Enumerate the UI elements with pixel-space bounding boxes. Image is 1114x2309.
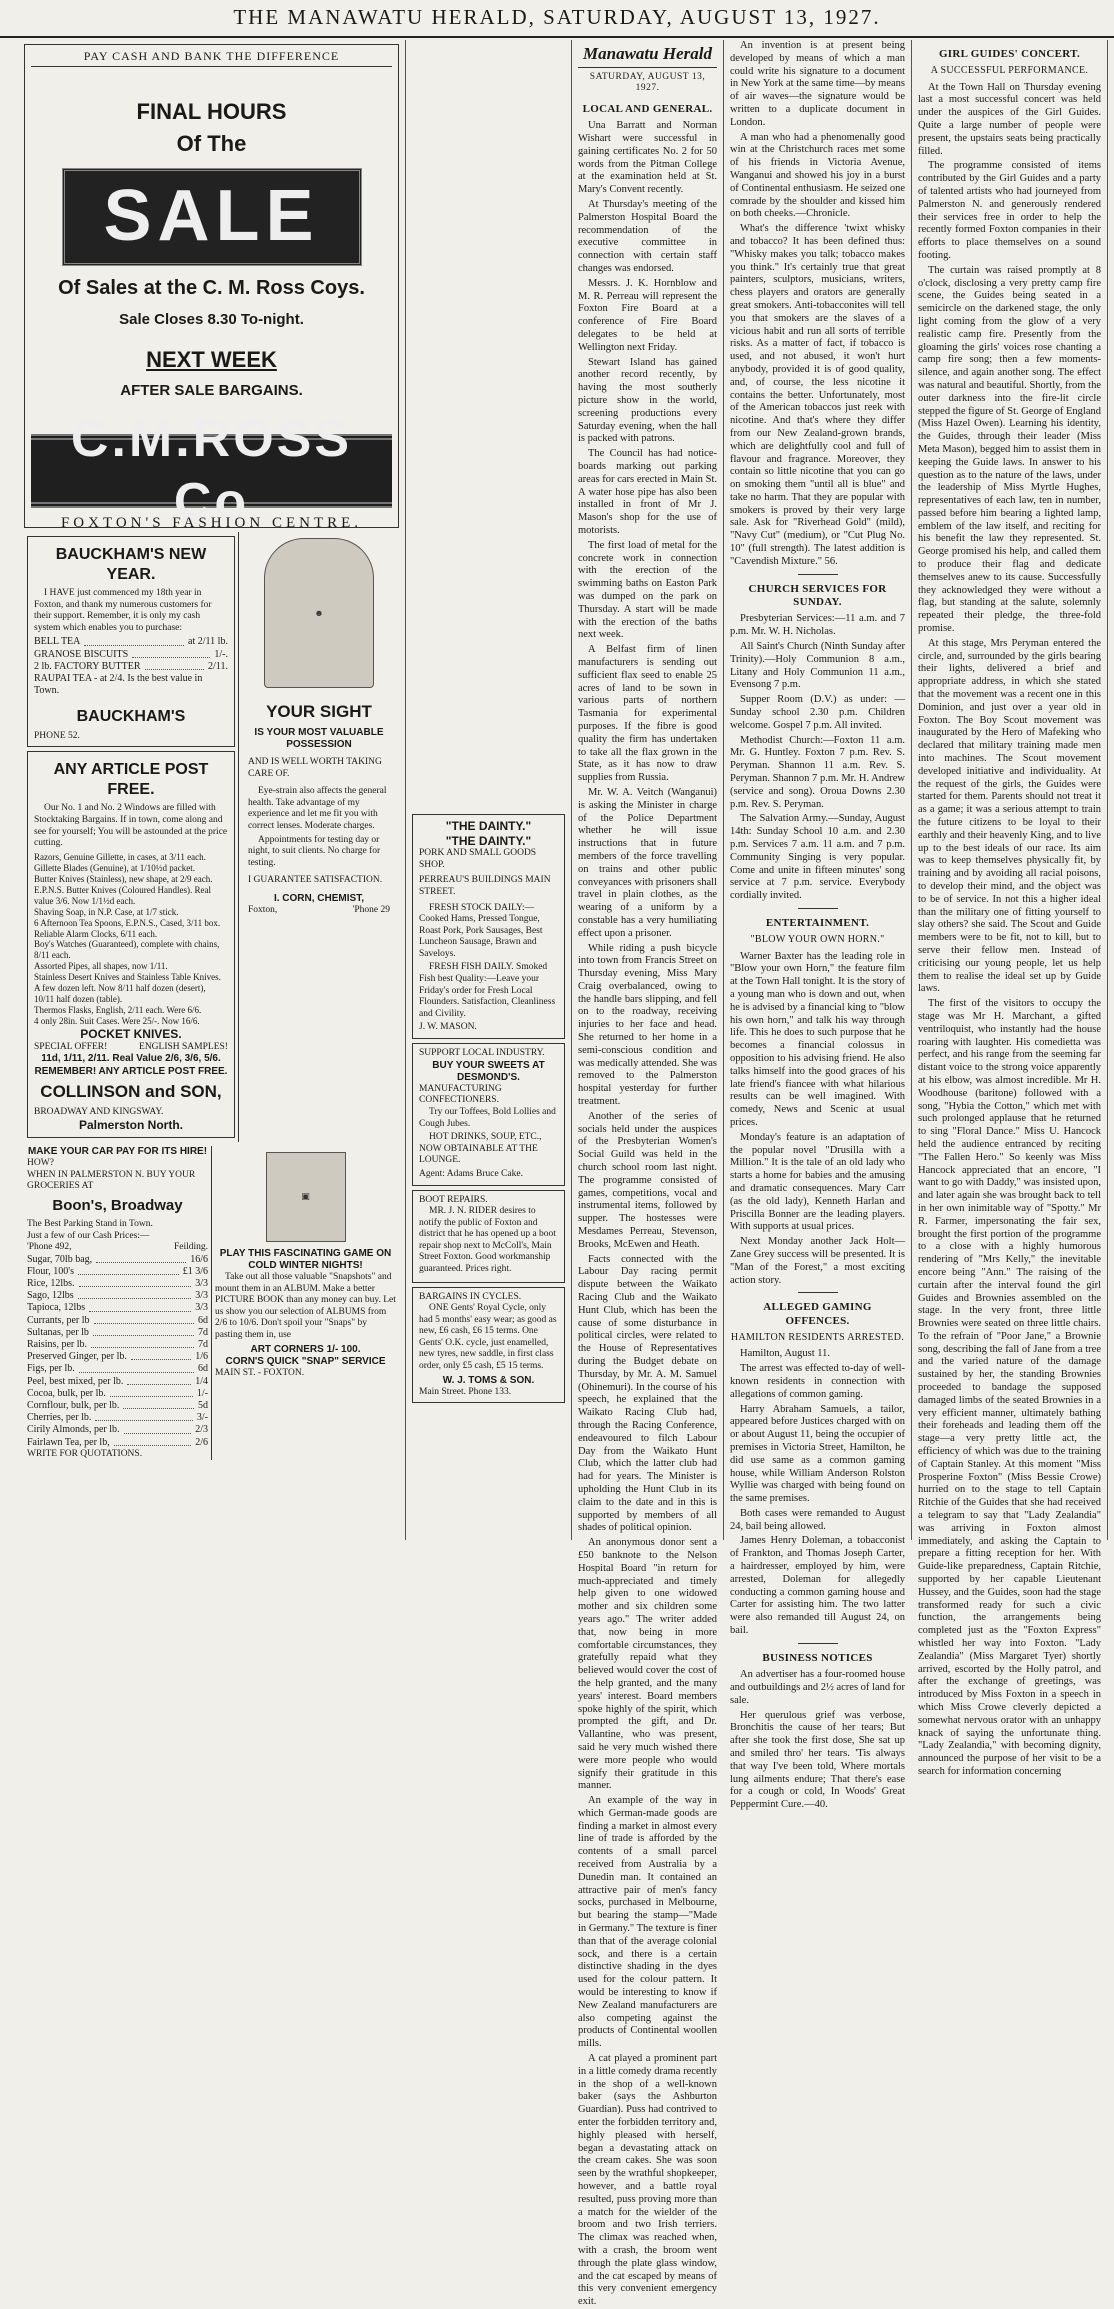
item-price: 3/3 [195, 1290, 208, 1302]
news-paragraph: Mr. W. A. Veitch (Wanganui) is asking the Minister in charge of the Police Department whether he will issue instructions that in future members of the force travelling on trains and other public conveyances with prisoners shall travel in plain clothes, as the wearing of a uniform by a constable has a very humiliating effect upon a prisoner. [578, 786, 717, 939]
item-name: Preserved Ginger, per lb. [27, 1351, 127, 1363]
snapshot-title: PLAY THIS FASCINATING GAME ON COLD WINTER NIGHTS! [219, 1247, 392, 1271]
item-price: 7d [198, 1326, 208, 1338]
list-item: 6 Afternoon Tea Spoons, E.P.N.S., Cased, 3/11 box. [34, 917, 221, 928]
masthead: THE MANAWATU HERALD, SATURDAY, AUGUST 13, 1927. [0, 0, 1114, 38]
guides-paragraph: At the Town Hall on Thursday evening last a most successful concert was held under the auspices of the Girl Guides. Quite a large number of people were present, the upstairs seats being practically filled. [918, 81, 1101, 157]
list-item: Shaving Soap, in N.P. Case, at 1/7 stick. [34, 906, 179, 917]
news-paragraph: A man who had a phenomenally good win at the Christchurch races met some of his friends in Victoria Avenue, Wanganui and showed his joy in a burst of Continental enthusiasm. He seized one comrade by the shoulder and kissed him on both cheeks.—Chronicle. [730, 131, 905, 220]
item-name: Fairlawn Tea, per lb, [27, 1436, 110, 1448]
list-item: 4 only 28in. Suit Cases. Were 25/-. Now 16/6. [34, 1016, 200, 1027]
ross-line3: Of Sales at the C. M. Ross Coys. [58, 277, 365, 300]
boons-how: HOW? [27, 1157, 54, 1168]
item-price: 3/3 [195, 1278, 208, 1290]
corn-chemist-ad [242, 694, 396, 921]
item-price: 6d [198, 1314, 208, 1326]
ross-line6: AFTER SALE BARGAINS. [120, 381, 303, 399]
price-line [27, 1437, 208, 1449]
cycles-body: ONE Gents' Royal Cycle, only had 5 months' easy wear; as good as new, £6 cash, £6 15 terms. One Gents' O.K. cycle, just enamelled, new tyres, new saddle, in first class order, only £5 cash, £5 15 terms. [419, 1303, 557, 1372]
desmond-sub: BUY YOUR SWEETS AT DESMOND'S. [432, 1059, 545, 1083]
boons-title: MAKE YOUR CAR PAY FOR ITS HIRE! [27, 1145, 208, 1157]
price-line [27, 1400, 208, 1412]
camera-icon: ▣ [301, 1191, 310, 1202]
dainty-address: PERREAU'S BUILDINGS MAIN STREET. [419, 875, 551, 897]
corn-guarantee: I GUARANTEE SATISFACTION. [247, 875, 383, 886]
collinson-town: Palmerston North. [78, 1118, 183, 1133]
english-samples: ENGLISH SAMPLES! [139, 1041, 228, 1052]
guides-heading: GIRL GUIDES' CONCERT. [938, 48, 1081, 60]
item-price: 16/6 [190, 1253, 208, 1265]
news-paragraph: Another of the series of socials held under the auspices of the Presbyterian Women's Social Guild was held in the church school room last night. The programme consisted of games, competitions, vocal and instrumental items, followed by supper. The hostesses were Mesdames Perreau, Stevenson, Brooks, McEwen and Heath. [578, 1110, 717, 1250]
desmond-ad [412, 1043, 565, 1186]
optician-illustration [264, 538, 374, 688]
business-body [730, 1669, 905, 1812]
cycles-address: Main Street. Phone 133. [419, 1386, 512, 1397]
bauckham-price-list [34, 636, 228, 697]
entertainment-subheading: "BLOW YOUR OWN HORN." [750, 934, 885, 946]
boot-title: BOOT REPAIRS. [419, 1194, 488, 1205]
news-paragraph: An invention is at present being developed by means of which a man could write his signature to a document in New York at the same time—by means of air waves—the signature would be written to a duplicate document in London. [730, 40, 905, 128]
bauckham-ad [27, 536, 235, 747]
snap-service: CORN'S QUICK "SNAP" SERVICE [225, 1355, 386, 1367]
offer-line [34, 1042, 228, 1054]
post-free-intro: Our No. 1 and No. 2 Windows are filled with Stocktaking Bargains. If in town, come along and see for yourself; You will be astounded at the price cutting. [34, 803, 228, 849]
entertainment-heading: ENTERTAINMENT. [765, 917, 870, 930]
guides-subheading: A SUCCESSFUL PERFORMANCE. [930, 65, 1089, 77]
news-paragraph: Una Barratt and Norman Wishart were successful in gaining certificates No. 2 for 50 words from the Pitman College at the examination held at St. Mary's Convent recently. [578, 120, 717, 196]
ross-line2: Of The [176, 131, 247, 157]
business-heading: BUSINESS NOTICES [762, 1651, 873, 1664]
item-price: 3/3 [195, 1302, 208, 1314]
ross-line1: FINAL HOURS [136, 98, 287, 124]
list-item: Thermos Flasks, English, 2/11 each. Were 6/6. [34, 1005, 202, 1016]
item-name: Cherries, per lb. [27, 1412, 92, 1424]
remember-line: REMEMBER! ANY ARTICLE POST FREE. [34, 1065, 228, 1077]
business-paragraph: An advertiser has a four-roomed house and outbuildings and 2½ acres of land for sale. [730, 1669, 905, 1706]
boons-town: Feilding. [173, 1242, 208, 1253]
boons-price-list [27, 1254, 208, 1449]
entertainment-paragraph: Monday's feature is an adaptation of the popular novel "Drusilla with a Million." It is the tale of an old lady who starts a home for babies and the amusing and dramatic consequences. Mary Carr (as the old lady), Kenneth Harlan and Priscilla Bonner are the leading players. With supports at usual prices. [730, 1131, 905, 1233]
misc-paragraphs [730, 40, 905, 569]
item-name: 2 lb. FACTORY BUTTER [34, 660, 141, 672]
gaming-heading: ALLEGED GAMING OFFENCES. [763, 1301, 872, 1327]
cycles-name: W. J. TOMS & SON. [442, 1374, 535, 1386]
item-price: at 2/11 lb. [188, 636, 228, 648]
gaming-body [730, 1348, 905, 1638]
corn-town: Foxton, [247, 905, 278, 916]
church-body [730, 613, 905, 903]
price-line [34, 636, 228, 648]
business-paragraph: Her querulous grief was verbose, Bronchitis the cause of her tears; But after she took the first dose, She sat up and smiled thro' her tears. 'Tis always that way I've been told, Where mortals lung ailments endure; That there's ease for a cough or cold, In Woods' Great Peppermint Cure.—40. [730, 1709, 905, 1811]
dainty-ad [412, 814, 565, 1039]
boons-ad [24, 1146, 212, 1461]
price-line [34, 673, 228, 697]
knife-prices: 11d, 1/11, 2/11. Real Value 2/6, 3/6, 5/6. [41, 1053, 221, 1065]
dainty-title2: "THE DAINTY." [445, 833, 532, 848]
cycles-ad [412, 1287, 565, 1404]
guides-paragraph: The first of the visitors to occupy the stage was Mr H. Marchant, a gifted ventriloquist, who instantly had the house roaring with laughter. His comedietta was perfect, and his range from the seeming far distant voice to the strong voice apparently at his elbow, was almost incredible. Mr H. Woodhouse (baritone) followed with a song, "Hybia the Cotton," which met with such prolonged applause that he returned to sing "Floral Dance." Miss U. Hancock held the audience entranced by reciting "The Fallen Hero." So keenly was Miss Hancock appreciated that an encore, "I want to go with Daddy," was insisted upon, and later again she was brought back to tell in her own inimitable way of "Spotty." Mr R. Farmer, impersonating the fair sex, brought the first portion of the programme to a close with a highly humorous rendering of "Mrs Kelly," the inevitable encore being "Ann." The raising of the curtain after the interval found the girl Guides and Brownies assembled on the stage. In the very front, three little Brownies were seated on three little chairs. To the refrain of "Poor Jane," a Brownie song, describing the fall of Jane from a tree and the varied nature of the damage sustained by her, the standing Brownies proceeded to bandage the supposed damaged limbs of the seated Brownies in a very efficient manner, ultimately bathing their foreheads and leading them off the stage—a very pretty little act, the efficiency of which was due to the training of Captain Stanley. At this moment "Miss Prosperine Foxton" (Miss Bessie Crowe) hurried on to the stage to tell Captain Ritchie of the Guides that she had received a telegram to say that "Lady Zealandia" was arriving in Foxton almost immediately, and asking the Captain to prepare a fitting reception for her. With Guide-like preparedness, Captain Ritchie, supported by her capable Lieutenant Hussey, and the Guides, soon had the stage transformed ready for such a civic function, the arrangements being completed just as the "Foxton Express" whistled her way into Foxton. "Lady Zealandia" (Miss Margaret Tyer) shortly arrived, escorted by the Holly patrol, and after the exchange of greetings, was introduced by Miss Foxton in a speech in which Miss Crowe cleverly depicted a somewhat nervous orator with an unhappy knack of saying the unfortunate thing. "Lady Zealandia," with becoming dignity, announced the purpose of her visit to be a search for information concerning [918, 998, 1101, 1777]
news-column-5 [912, 40, 1108, 1777]
corn-name: I. CORN, CHEMIST, [273, 892, 364, 904]
dainty-p2: FRESH FISH DAILY. Smoked Fish best Quality:—Leave your Friday's order for Fresh Local Flounders. Satisfaction, Cleanliness and Civility. [419, 962, 556, 1019]
item-price: 2/3 [195, 1424, 208, 1436]
item-price: 5d [198, 1399, 208, 1411]
gaming-paragraph: The arrest was effected to-day of well-known residents in connection with allegations of common gaming. [730, 1363, 905, 1400]
your-sight-sub: IS YOUR MOST VALUABLE POSSESSION [254, 726, 384, 750]
news-paragraph: The first load of metal for the concrete work in connection with the erection of the swimming baths on Easton Park was dumped on the park on Thursday. A start will be made with the erection of the baths next week. [578, 539, 717, 641]
desmond-mfg: MANUFACTURING CONFECTIONERS. [419, 1083, 502, 1106]
news-paragraph: A cat played a prominent part in a little comedy drama recently in the shop of a well-known baker (says the Ashburton Guardian). Puss had contrived to enter the forbidden territory and, highly pleased with herself, began a devastating attack on the cream cakes. She was soon seen by the wrathful shopkeeper, however, and a battle royal resulted, puss proving more than a match for the wielder of the broom and two Irish terriers. The climax was reached when, with a crash, the broom went through the plate glass window, and the cat escaped by means of this very convenient emergency exit. [578, 2053, 717, 2308]
gaming-subheading: HAMILTON RESIDENTS ARRESTED. [730, 1332, 905, 1344]
news-column-4 [724, 40, 912, 1811]
ads-column [18, 40, 406, 1540]
item-price: 1/4 [195, 1375, 208, 1387]
issue-date: SATURDAY, AUGUST 13, 1927. [589, 71, 706, 94]
collinson-name: COLLINSON and SON, [40, 1081, 222, 1101]
pocket-knives: POCKET KNIVES. [80, 1027, 182, 1042]
entertainment-paragraph: Next Monday another Jack Holt—Zane Grey success will be presented. It is "Man of the Forest," a most exciting action story. [730, 1236, 905, 1286]
collinson-ad [27, 751, 235, 1137]
church-paragraph: Presbyterian Services:—11 a.m. and 7 p.m. Mr. W. H. Nicholas. [730, 613, 905, 638]
boons-write: WRITE FOR QUOTATIONS. [27, 1448, 143, 1459]
price-line [34, 661, 228, 673]
news-paragraph: Stewart Island has gained another record recently, by having the most southerly picture show in the world, screening productions every Saturday evening, when the hall is packed with patrons. [578, 356, 717, 445]
price-line [27, 1351, 208, 1363]
ross-sale-ad [24, 44, 399, 532]
guides-body [918, 82, 1101, 1779]
portrait-icon: ☻ [314, 607, 324, 618]
special-offer: SPECIAL OFFER! [34, 1041, 108, 1052]
desmond-agent: Agent: Adams Bruce Cake. [419, 1168, 523, 1179]
post-free-list [34, 852, 228, 1028]
item-name: BELL TEA [34, 636, 81, 648]
price-line [27, 1290, 208, 1302]
gaming-paragraph: Both cases were remanded to August 24, bail being allowed. [730, 1507, 905, 1532]
price-line [27, 1254, 208, 1266]
price-line [27, 1327, 208, 1339]
church-paragraph: Supper Room (D.V.) as under: —Sunday school 2.30 p.m. Children welcome. Gospel 7 p.m. All invited. [730, 694, 905, 731]
entertainment-paragraph: Warner Baxter has the leading role in "Blow your own Horn," the feature film at the Town Hall tonight. It is the story of a young man who is down and out, when he is advised by a financial king to "blow his own horn," and talk his way through life. This he does to such purpose that he becomes a financial colossus in opposition to his advising friend. He also talks himself into the good graces of his late friend's fiancee with what hilarious results can be well imagined. With comedy, News and Scenic at usual prices. [730, 950, 905, 1128]
list-item: E.P.N.S. Butter Knives (Coloured Handles). Real value 3/6. Now 1/1½d each. [34, 884, 211, 906]
boons-phone: 'Phone 492, [27, 1242, 72, 1253]
item-name: Cirily Almonds, per lb. [27, 1424, 120, 1436]
item-name: Rice, 12lbs. [27, 1278, 75, 1290]
item-price: 2/11. [208, 660, 228, 672]
corn-p2: Appointments for testing day or night, to suit clients. No charge for testing. [247, 834, 381, 868]
item-price: 6d [198, 1363, 208, 1375]
item-price: £1 3/6 [182, 1265, 208, 1277]
item-name: Cocoa, bulk, per lb. [27, 1387, 106, 1399]
item-price: 1/- [196, 1387, 208, 1399]
list-item: Assorted Pipes, all shapes, now 1/11. [34, 961, 168, 972]
entertainment-body [730, 951, 905, 1288]
snapshot-ad [212, 1146, 399, 1461]
bauckham-phone: PHONE 52. [34, 730, 80, 741]
art-corners: ART CORNERS 1/- 100. [250, 1343, 361, 1355]
item-name: Cornflour, bulk, per lb. [27, 1399, 120, 1411]
news-paragraph: Facts connected with the Labour Day racing permit dispute between the Waikato Racing Club and the Waikato Hunt Club, which has been the cause of some disturbance in political circles, were related to the House of Representatives during the Budget debate on Thursday, by Mr. A. M. Samuel (Ohinemuri). In the course of his speech, he explained that the Waikato Racing Club had, through the Racing Conference, endeavoured to filch Labour Day from the Waikato Hunt Club, which the latter club had had for years. The Minister is upholding the Hunt Club in its claim to the date and in this is supported by members of all shades of political opinion. [578, 1253, 717, 1534]
list-item: Boy's Watches (Guaranteed), complete with chains, 8/11 each. [34, 939, 220, 961]
price-line [27, 1339, 208, 1351]
news-paragraph: While riding a push bicycle into town from Francis Street on Thursday evening, Miss Mary Craig overbalanced, owing to the handle bars slipping, and fell on to the roadway, receiving injuries to her face and head. She returned to her home in a semi-conscious condition and was medically attended. She was removed to the Palmerston hospital yesterday for further treatment. [578, 942, 717, 1108]
item-name: Sago, 12lbs [27, 1290, 74, 1302]
boons-when: WHEN IN PALMERSTON N. BUY YOUR GROCERIES AT [27, 1169, 196, 1192]
item-price: 7d [198, 1339, 208, 1350]
guides-paragraph: At this stage, Mrs Peryman entered the circle, and, surrounded by the girls bearing their lights, delivered a brief and appropriate address, in which she stated that the movement was a recent one in this Dominion, and just over a year old in Foxton. The Boy Scout movement was inaugurated by the Hero of Mafeking who declared that military training made men into machines. The Scout movement developed initiative and individuality. At the request of the girls, the Guides were started for them. Parents should not treat it as a game; it was a serious attempt to train the future citizens to be loyal to their earthly and their heavenly King, and to live up to the best ideals of our race. Its aim was to keep themselves physically fit, by training and by avoiding all racial poisons, to develop their mind, and the object was to be of service. In not this a higher ideal than the military one of fitting yourself to slay others? she said. The Scout and Guide members were to be fit, not to kill, but to serve their fellow men. Instead of criticising our young people, let us help them to realise the ideal set up by Guide laws. [918, 637, 1101, 995]
price-line [27, 1278, 208, 1290]
snapshot-address: MAIN ST. - FOXTON. [215, 1367, 305, 1378]
price-line [27, 1412, 208, 1424]
item-name: RAUPAI TEA - at 2/4. Is the best value in Town. [34, 672, 203, 697]
boons-name: Boon's, Broadway [52, 1196, 183, 1214]
corn-phone: 'Phone 29 [352, 905, 390, 916]
price-line [27, 1302, 208, 1314]
desmond-title: SUPPORT LOCAL INDUSTRY. [419, 1047, 545, 1058]
boons-phone-line [27, 1242, 208, 1254]
bauckham-intro: I HAVE just commenced my 18th year in Foxton, and thank my numerous customers for their support. Remember, it is only my cash system which enables you to purchase: [34, 588, 212, 633]
item-price: 3/- [196, 1412, 208, 1424]
item-price: 1/-. [214, 648, 228, 660]
price-line [27, 1376, 208, 1388]
dainty-title1: "THE DAINTY." [445, 819, 532, 833]
snapshot-body: Take out all those valuable "Snapshots" and mount them in an ALBUM. Make a better PICTURE BOOK than any money can buy. Let us show you our selection of ALBUMS from 2/6 to 10/6. Don't spoil your "Snaps" by pasting them in, use [215, 1272, 396, 1340]
gaming-paragraph: Hamilton, August 11. [740, 1348, 831, 1360]
item-name: Raisins, per lb. [27, 1339, 87, 1350]
ross-logo: C.M.ROSS Co [31, 434, 392, 508]
price-line [27, 1363, 208, 1375]
dainty-sub: PORK AND SMALL GOODS SHOP. [419, 848, 537, 870]
gaming-paragraph: Harry Abraham Samuels, a tailor, appeared before Justices charged with on or about August 11, being the occupier of premises in Victoria Street, Hamilton, he did use same as a common gaming house, while William Anderson Rolston Wyllie was charged with being found on the same premises. [730, 1403, 905, 1505]
list-item: Gillette Blades (Genuine), at 1/10½d packet. [34, 862, 195, 873]
list-item: Butter Knives (Stainless), new shape, at 2/9 each. [34, 873, 213, 884]
ross-line4: Sale Closes 8.30 To-night. [119, 310, 304, 328]
church-paragraph: Methodist Church:—Foxton 11 a.m. Mr. G. Huntley. Foxton 7 p.m. Rev. S. Peryman. Shannon 11 a.m. Rev. S. Peryman. Shannon 7 p.m. Mr. H. Andrew (service and song). Oroua Downs 2.30 p.m. Rev. S. Peryman. [730, 734, 905, 810]
camera-illustration [266, 1152, 346, 1242]
guides-paragraph: The programme consisted of items contributed by the Girl Guides and a party of talented artists who had journeyed from Palmerston N. and generously rendered their services free in order to help the recently formed Foxton companies in their efforts to place themselves on a sound footing. [918, 160, 1101, 261]
left-ads [24, 532, 239, 1142]
dainty-name: J. W. MASON. [419, 1022, 477, 1033]
item-name: Flour, 100's [27, 1265, 74, 1277]
item-name: Currants, per lb [27, 1314, 90, 1326]
right-ads [239, 532, 399, 1142]
corn-p1: Eye-strain also affects the general health. Take advantage of my experience and let me fit you with correct lenses. Moderate charges. [247, 786, 387, 831]
small-ads-column [406, 40, 572, 1540]
church-paragraph: All Saint's Church (Ninth Sunday after Trinity).—Holy Communion 8 a.m., Litany and Holy Communion 11 a.m., Evensong 7 p.m. [730, 641, 905, 691]
item-name: Sultanas, per lb [27, 1326, 89, 1338]
ad-row-middle [24, 532, 399, 1142]
news-paragraph: At Thursday's meeting of the Palmerston Hospital Board the recommendation of the executive committee in connection with certain staff changes was endorsed. [578, 199, 717, 275]
local-general-body [578, 120, 717, 2309]
bauckham-name: BAUCKHAM'S [76, 708, 186, 726]
item-price: 1/6 [195, 1351, 208, 1363]
boot-ad [412, 1190, 565, 1283]
boons-parking: The Best Parking Stand in Town. [27, 1218, 153, 1229]
sale-graphic: SALE [62, 168, 362, 266]
boons-cash: Just a few of our Cash Prices:— [27, 1230, 150, 1241]
church-heading: CHURCH SERVICES FOR SUNDAY. [748, 582, 887, 609]
your-sight-title: YOUR SIGHT [266, 702, 372, 721]
list-item: Reliable Alarm Clocks, 6/11 each. [34, 928, 158, 939]
cycles-title: BARGAINS IN CYCLES. [419, 1291, 522, 1302]
corn-contact [248, 905, 390, 917]
collinson-street: BROADWAY AND KINGSWAY. [34, 1106, 164, 1117]
ad-row-bottom [24, 1146, 399, 1461]
item-price: 2/6 [195, 1436, 208, 1448]
desmond-p2: HOT DRINKS, SOUP, ETC., NOW OBTAINABLE AT THE LOUNGE. [419, 1132, 542, 1166]
price-line [27, 1388, 208, 1400]
dainty-p1: FRESH STOCK DAILY:—Cooked Hams, Pressed Tongue, Roast Pork, Pork Sausages, Best Luncheon Sausage, Brawn and Saveloys. [419, 902, 543, 959]
price-line [27, 1424, 208, 1436]
your-sight-worth: AND IS WELL WORTH TAKING CARE OF. [247, 757, 382, 779]
church-paragraph: The Salvation Army.—Sunday, August 14th: Sunday School 10 a.m. and 2.30 p.m. Services 7 a.m. 11 a.m. and 7 p.m. Community Singing is very popular. Come and unite in fifteen minutes' song service at 7 p.m. service. Everybody cordially invited. [730, 813, 905, 902]
price-line [27, 1315, 208, 1327]
local-general-column [572, 40, 724, 2308]
paper-flag: Manawatu Herald [578, 44, 717, 68]
local-general-heading: LOCAL AND GENERAL. [582, 102, 713, 115]
ross-tagline: FOXTON'S FASHION CENTRE. [60, 515, 363, 532]
news-paragraph: What's the difference 'twixt whisky and tobacco? It has been defined thus: "Whisky makes you talk; tobacco makes you think." It's certainly true that great painters, sculptors, musicians, writers, chess players and orators are generally great smokers. Anti-tobacconites will tell you that smokers are the slaves of a vicious habit and run all sorts of terrible risks. As a matter of fact, if tobacco is used, and not abused, it won't hurt anybody, provided it is of good quality, and, of course, the less nicotine it contains the better. Unfortunately, most of the American tobaccos just reek with nicotine. And that's where they differ from our New Zealand-grown brands, which are delightfully cool and full of flavour and fragrance. Moreover, they contain so little nicotine that you can go on smoking them "until all is blue" and take no harm. That they are popular with smokers is proved by their very large sale. Ask for "Riverhead Gold" (mild), "Navy Cut" (medium), or "Cut Plug No. 10" (full strength). The latest addition is "Cavendish Mixture." 56. [730, 223, 905, 567]
news-paragraph: An anonymous donor sent a £50 banknote to the Nelson Hospital Board "in return for much-appreciated and timely help given to one widowed mother and six children some years ago." The writer added that, now being in more comfortable circumstances, they gratefully repaid what they believed would cover the cost of the help granted, and the many years' interest. Board members spoke highly of the spirit, which prompted the gift, and Dr. Vallantine, who was present, said he very much wished there were more people who would signify their gratitude in this manner. [578, 1537, 717, 1792]
guides-paragraph: The curtain was raised promptly at 8 o'clock, disclosing a very pretty camp fire scene, the Guides being seated in a semicircle on the darkened stage, the only light coming from the glow of a very realistic camp fire. Presently from the gloaming the girls' voices rose chanting a camp fire song; then a few moments-silence, and again another song. The effect was natural and beautiful. Shortly, from the outer darkness into the fire-lit circle stepped the figure of St. George of England (Miss Hazel Owen). Learning his identity, the Guides, through their leader (Miss Meta Mason), begged him to assist them in keeping the Guide laws. In answer to his question as to the nature of the laws, under the leadership of Miss Myrtle Hughes, representatives of each law, ten in number, passed before him bearing a lighted lamp, emblem of the law itself, and reciting for his benefit the law they represented. St. George promised his help, and called them to produce their flag and dedicate themselves anew to its cause. Successfully they acknowledged they were without a flag, but standing at the salute, solemnly repeated their pledge, the three-fold promise. [918, 264, 1101, 635]
ross-banner: PAY CASH AND BANK THE DIFFERENCE [31, 49, 392, 67]
ross-line5: NEXT WEEK [146, 346, 277, 372]
item-name: Figs, per lb. [27, 1363, 75, 1375]
price-line [34, 649, 228, 661]
news-paragraph: A Belfast firm of linen manufacturers is sending out sufficient flax seed to enable 25 acres of land to be sown in various parts of northern Tasmania for experimental purposes. If the fibre is good quality the firm has undertaken to take all the flax grown in the State, as it has now to draw supplies from Russia. [578, 644, 717, 784]
item-name: Tapioca, 12lbs [27, 1302, 86, 1314]
post-free-title: ANY ARTICLE POST FREE. [53, 761, 209, 798]
bauckham-title: BAUCKHAM'S NEW YEAR. [55, 546, 207, 583]
boot-body: MR. J. N. RIDER desires to notify the public of Foxton and district that he has opened up a boot repair shop next to McColl's, Main Street Foxton. Good workmanship guaranteed. Prices right. [419, 1206, 556, 1274]
news-paragraph: Messrs. J. K. Hornblow and M. R. Perreau will represent the Foxton Fire Board at a conference of Fire Board delegates to be held at Wellington next Friday. [578, 277, 717, 353]
gaming-paragraph: James Henry Doleman, a tobacconist of Frankton, and Thomas Joseph Carter, a hairdresser, employed by him, were arrested, Doleman for allegedly conducting a common gaming house and Carter for assisting him. The two latter were also remanded till August 24, on bail. [730, 1535, 905, 1637]
newspaper-page [18, 40, 1108, 2308]
news-paragraph: The Council has had notice-boards marking out parking areas for cars erected in Main St. A water hose pipe has also been installed in front of Mr J. Mason's shop for the use of motorists. [578, 448, 717, 536]
news-paragraph: An example of the way in which German-made goods are finding a market in almost every line of trade is afforded by the contents of a small parcel received from Australia by a Dunedin man. It contained an attractive pair of men's fancy socks, purchased in Melbourne, but bearing the stamp—"Made in Germany." The texture is finer than that of the average colonial sock, and there is a certain distinctive shading in the dyes used for the colour pattern. It would be interesting to know if New Zealand manufacturers are also competing against the products of Continental woollen mills. [578, 1795, 717, 2050]
item-name: Peel, best mixed, per lb. [27, 1375, 124, 1387]
item-name: GRANOSE BISCUITS [34, 648, 129, 660]
price-line [27, 1266, 208, 1278]
desmond-p1: Try our Toffees, Bold Lollies and Cough Jubes. [419, 1107, 556, 1129]
item-name: Sugar, 70lb bag, [27, 1253, 93, 1265]
list-item: Razors, Genuine Gillette, in cases, at 3/11 each. [34, 851, 206, 862]
list-item: Stainless Desert Knives and Stainless Table Knives. A few dozen left. Now 8/11 half dozen (desert), 10/11 half dozen (table). [34, 972, 221, 1005]
